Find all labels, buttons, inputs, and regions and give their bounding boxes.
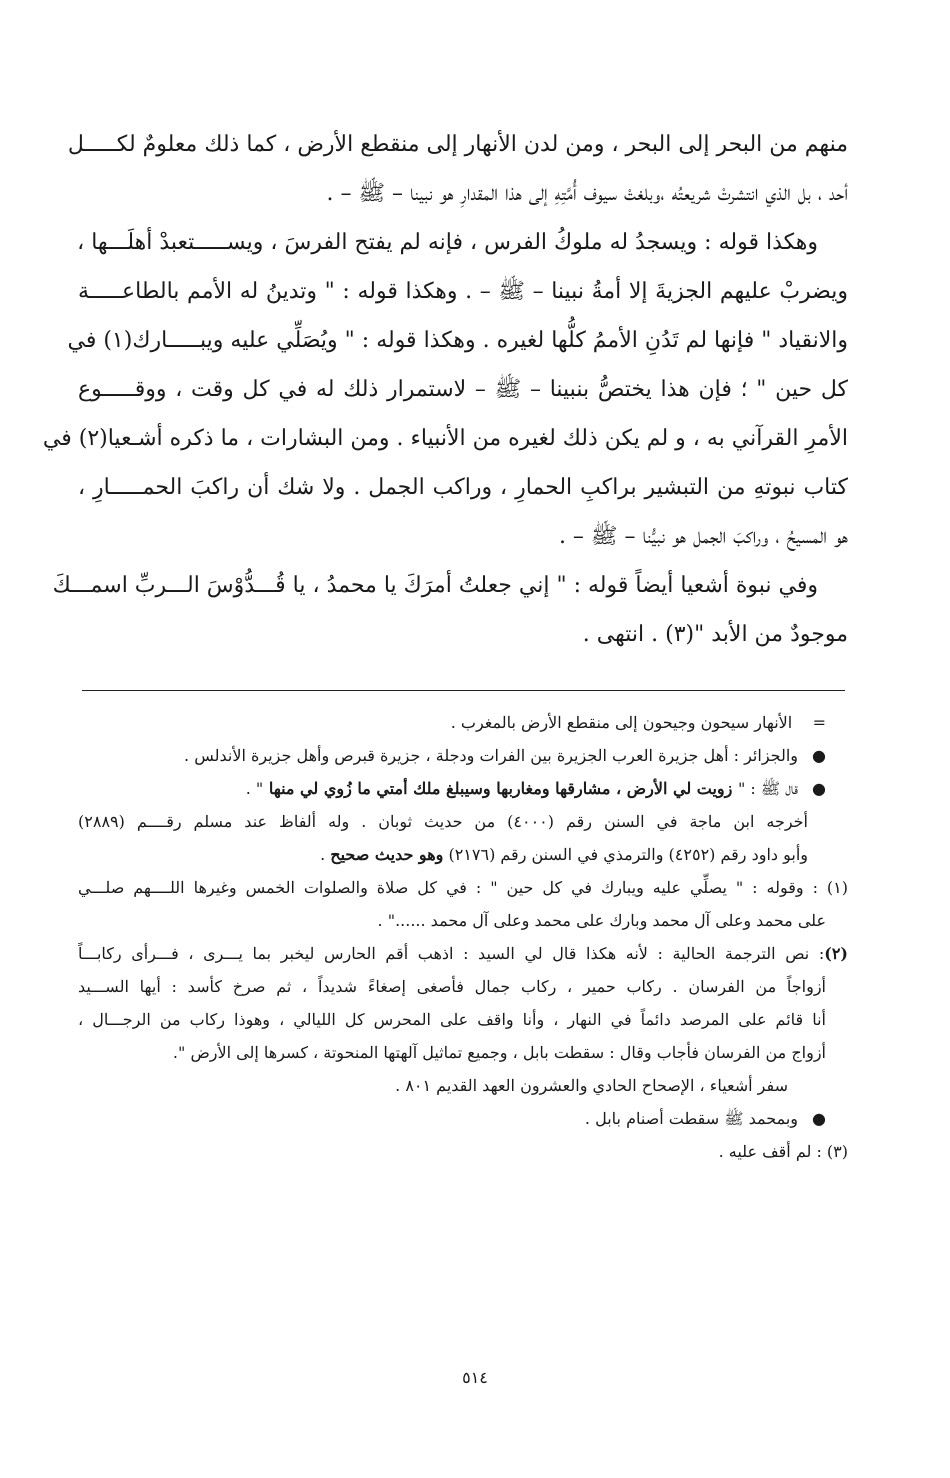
footnotes bbox=[78, 706, 848, 1168]
bullet-icon: ● bbox=[812, 1109, 826, 1128]
body-line: موجودٌ من الأبد "(٣) . انتهى . bbox=[582, 622, 848, 647]
footnote-1-cont: على محمد وعلى آل محمد وبارك على محمد وعلى آل محمد ......" . bbox=[377, 911, 826, 930]
takhrij-line: أخرجه ابن ماجة في السنن رقم (٤٠٠٠) من حديث ثوبان . وله ألفاظ عند مسلم رقــــم (٢٨٨٩) bbox=[78, 812, 808, 831]
footnote-text: " . bbox=[245, 779, 264, 798]
body-line: هو المسيحُ ، وراكبَ الجمل هو نبيُّنا – ﷺ – . bbox=[558, 524, 848, 549]
bullet-icon: ● bbox=[812, 746, 826, 765]
body-line: والانقياد " فإنها لم تَدُنِ الأممُ كلُّها لغيره . وهكذا قوله : " ويُصَلِّي عليه ويبـــــارك(١) في bbox=[67, 328, 848, 353]
footnote-text: الأنهار سيحون وجيحون إلى منقطع الأرض بالمغرب . bbox=[450, 713, 793, 732]
body-line: كتاب نبوتهِ من التبشير براكبِ الحمارِ ، وراكب الجمل . ولا شك أن راكبَ الحمـــــارِ ، bbox=[78, 475, 848, 500]
body-line: منهم من البحر إلى البحر ، ومن لدن الأنهار إلى منقطع الأرض ، كما ذلك معلومٌ لكـــــل bbox=[67, 132, 848, 157]
body-line: الأمرِ القرآني به ، و لم يكن ذلك لغيره من الأنبياء . ومن البشارات ، ما ذكره أشـعيا(٢) في bbox=[42, 426, 848, 451]
continuation-marker: = bbox=[812, 713, 826, 732]
footnote-bullet bbox=[78, 1102, 848, 1135]
footnote-text: قال ﷺ : " bbox=[737, 779, 799, 798]
body-line: وفي نبوة أشعيا أيضاً قوله : " إني جعلتُ أمرَكَ يا محمدُ ، يا قُـــدُّوْسَ الـــربِّ اسمـــكَ bbox=[52, 573, 818, 598]
hadith-grade: وهو حديث صحيح bbox=[330, 845, 444, 864]
footnote-2-source: سفر أشعياء ، الإصحاح الحادي والعشرون العهد القديم ٨٠١ . bbox=[395, 1076, 788, 1095]
footnote-text: والجزائر : أهل جزيرة العرب الجزيرة بين الفرات ودجلة ، جزيرة قبرص وأهل جزيرة الأندلس . bbox=[184, 746, 799, 765]
body-line: كل حين " ؛ فإن هذا يختصُّ بنبينا – ﷺ – لاستمرار ذلك له في كل وقت ، ووقـــــوع bbox=[78, 377, 848, 402]
footnote-continuation bbox=[78, 706, 848, 739]
footnote-divider bbox=[82, 690, 845, 691]
footnote-2 bbox=[78, 937, 848, 970]
footnote-text: وأبو داود رقم (٤٢٥٢) والترمذي في السنن رقم (٢١٧٦) bbox=[443, 845, 808, 864]
footnote-2-marker: (٢) bbox=[824, 944, 848, 963]
body-line: أحد ، بل الذي انتشرتْ شريعتُه ،وبلغتْ سيوف أُمَّتِهِ إلى هذا المقدارِ هو نبينا – ﷺ – . bbox=[326, 181, 848, 206]
page-number: ٥١٤ bbox=[462, 1368, 488, 1387]
footnote-3: (٣) : لم أقف عليه . bbox=[718, 1142, 848, 1161]
footnote-1: (١) : وقوله : " يصلِّي عليه ويبارك في كل حين " : في كل صلاة والصلوات الخمس وغيرها اللــــهم صلـــي bbox=[78, 878, 848, 897]
takhrij-line bbox=[78, 838, 848, 871]
footnote-2-cont: أزواجاً من الفرسان . ركاب حمير ، ركاب جمال فأصغى إصغاءً شديداً ، ثم صرخ كأسد : أيها الســـيد bbox=[78, 977, 826, 996]
body-line: وهكذا قوله : ويسجدُ له ملوكُ الفرس ، فإنه لم يفتح الفرسَ ، ويســـــتعبدْ أهلَـــها ، bbox=[77, 230, 818, 255]
footnote-text: . bbox=[320, 845, 331, 864]
footnote-text: : نص الترجمة الحالية : لأنه هكذا قال لي السيد : اذهب أقم الحارس ليخبر بما يـــرى ، فـــرأى ركابـــاً bbox=[78, 944, 825, 963]
main-text bbox=[42, 120, 848, 659]
footnote-bullet bbox=[78, 772, 848, 805]
bullet-icon: ● bbox=[812, 779, 826, 798]
footnote-2-cont: أزواج من الفرسان فأجاب وقال : سقطت بابل ، وجميع تماثيل آلهتها المنحوتة ، كسرها إلى الأرض ". bbox=[172, 1043, 826, 1062]
footnote-bullet bbox=[78, 739, 848, 772]
footnote-text: وبمحمد ﷺ سقطت أصنام بابل . bbox=[584, 1109, 799, 1128]
hadith-text: زويت لي الأرض ، مشارقها ومغاربها وسيبلغ ملك أمتي ما زُوي لي منها bbox=[263, 779, 738, 798]
footnote-2-cont: أنا قائم على المرصد دائماً في النهار ، وأنا واقف على المحرس كل الليالي ، وهوذا ركاب من الرجـــال ، bbox=[78, 1010, 827, 1029]
body-line: ويضربْ عليهم الجزيةَ إلا أمةُ نبينا – ﷺ – . وهكذا قوله : " وتدينُ له الأمم بالطاعـــــة bbox=[78, 279, 848, 304]
